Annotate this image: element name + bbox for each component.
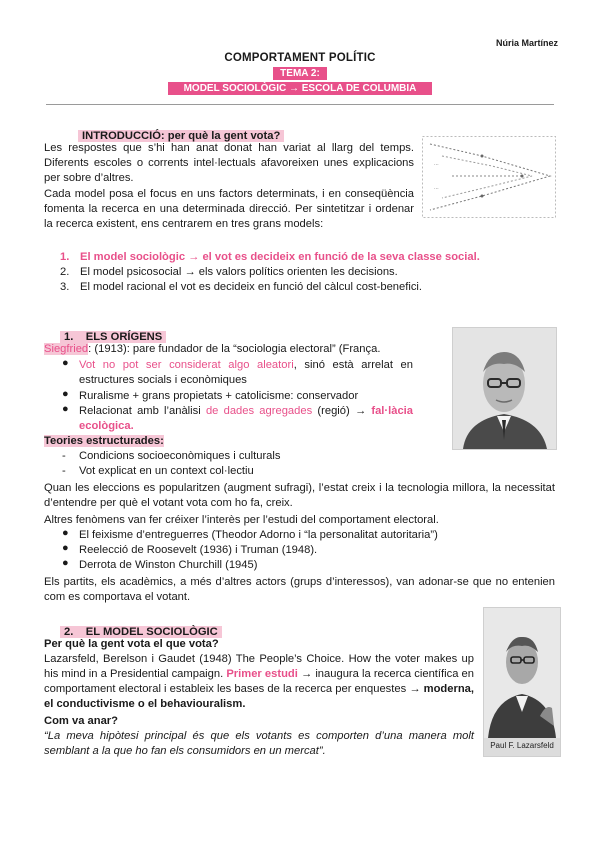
origens-bullet-2: Ruralisme + grans propietats + catolicisme: conservador xyxy=(79,390,359,402)
intro-paragraph-1: Les respostes que s’hi han anat donat han variat al llarg del temps. Diferents escoles o corrents intel·lectuals afavoreixen unes explicacions per sobre d’altres. xyxy=(44,142,414,184)
document-title: COMPORTAMENT POLÍTIC xyxy=(224,52,376,64)
origens-paragraph-2: Altres fenòmens van fer créixer l’interès per l’estudi del comportament electoral. xyxy=(44,514,439,526)
author-name: Núria Martínez xyxy=(495,38,558,48)
svg-text:···: ··· xyxy=(434,186,439,192)
section-origens-heading: 1. ELS ORÍGENS xyxy=(60,327,166,345)
teoria-item: Vot explicat en un context col·lectiu xyxy=(79,465,254,477)
lazarsfeld-photo xyxy=(483,607,561,757)
sociologic-paragraph-1: Lazarsfeld, Berelson i Gaudet (1948) The People’s Choice. How the voter makes up his mind in a Presidential campaign. Primer estudi → inaugura la recerca científica en comportament electoral i estableix les bases de la recerca per enquestes → moderna, el conductivisme o el behaviouralism. xyxy=(44,653,474,710)
sociologic-question-1: Per què la gent vota el que vota? xyxy=(44,638,219,650)
siegfried-name: Siegfried xyxy=(44,343,89,355)
header-divider xyxy=(46,104,554,105)
origens-bullet-3: Relacionat amb l’anàlisi de dades agregades (regió) → fal·làcia ecològica. xyxy=(79,405,414,432)
origens-bullet-1: Vot no pot ser considerat algo aleatori, sinó està arrelat en estructures socials i econòmiques xyxy=(79,359,413,386)
siegfried-portrait-icon xyxy=(452,327,557,450)
teoria-item: Condicions socioeconòmiques i culturals xyxy=(79,450,281,462)
bullet-icon: ● xyxy=(62,557,69,569)
section-sociologic-heading: 2. EL MODEL SOCIOLÒGIC xyxy=(60,622,222,640)
bullet-icon: ● xyxy=(62,403,69,415)
lazarsfeld-quote: “La meva hipòtesi principal és que els votants es comporten d’una manera molt semblant a la que ho fan els consumidors en un mercat”. xyxy=(44,730,474,757)
models-diagram-icon xyxy=(422,136,556,218)
siegfried-line: Siegfried: (1913): pare fundador de la “sociologia electoral” (França. xyxy=(44,343,381,355)
event-item: Reelecció de Roosevelt (1936) i Truman (1948). xyxy=(79,544,318,556)
list-item: 2. El model psicosocial → els valors polítics orienten les decisions. xyxy=(60,266,398,278)
origens-paragraph-3: Els partits, els acadèmics, a més d’altres actors (grups d’interessos), van adonar-se que no entenien com es comportava el votant. xyxy=(44,576,555,603)
list-item: 1. El model sociològic → el vot es decideix en funció de la seva classe social. xyxy=(60,251,480,263)
sociologic-question-2: Com va anar? xyxy=(44,715,118,727)
lazarsfeld-portrait-icon xyxy=(484,608,560,738)
dash-icon: - xyxy=(62,450,66,462)
svg-text:···: ··· xyxy=(434,162,439,168)
teories-heading: Teories estructurades: xyxy=(44,435,164,447)
list-item: 3. El model racional el vot es decideix en funció del càlcul cost-benefici. xyxy=(60,281,423,293)
bullet-icon: ● xyxy=(62,542,69,554)
models-list xyxy=(60,250,560,295)
origens-paragraph-1: Quan les eleccions es popularitzen (augment sufragi), l’estat creix i la tecnologia millora, la necessitat d’entendre per què el votant vota com ho fa, creix. xyxy=(44,482,555,509)
event-item: El feixisme d’entreguerres (Theodor Adorno i “la personalitat autoritaria”) xyxy=(79,529,438,541)
bullet-icon: ● xyxy=(62,357,69,369)
event-item: Derrota de Winston Churchill (1945) xyxy=(79,559,258,571)
dash-icon: - xyxy=(62,465,66,477)
tema-label: TEMA 2: xyxy=(273,67,327,80)
intro-heading: INTRODUCCIÓ: per què la gent vota? xyxy=(78,126,284,144)
photo-caption: Paul F. Lazarsfeld xyxy=(490,741,554,750)
bullet-icon: ● xyxy=(62,527,69,539)
intro-paragraph-2: Cada model posa el focus en uns factors determinats, i en conseqüència fomenta la recerca en una determinada direcció. Per sintetitzar i ordenar la recerca existent, ens centrarem en tres grans models: xyxy=(44,188,414,230)
bullet-icon: ● xyxy=(62,388,69,400)
tema-subtitle: MODEL SOCIOLÒGIC → ESCOLA DE COLUMBIA xyxy=(168,82,432,95)
